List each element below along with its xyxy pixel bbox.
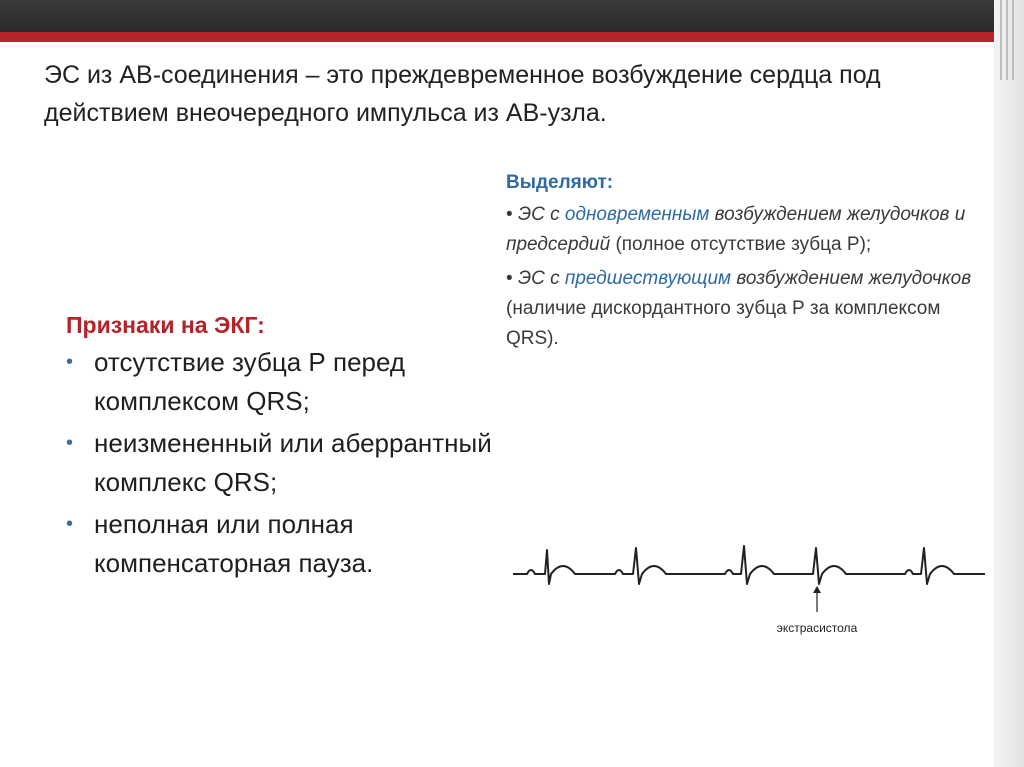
ecg-signs-heading: Признаки на ЭКГ: xyxy=(66,312,265,338)
type-highlight: одновременным xyxy=(564,204,710,225)
type-highlight: предшествующим xyxy=(564,268,732,289)
slide-title: ЭС из АВ-соединения – это преждевременное возбуждение сердца под действием внеочередного импульса из АВ-узла. xyxy=(44,61,881,127)
type-note: (наличие дискордантного зубца Р за комплексом QRS). xyxy=(506,298,941,349)
list-item: • неполная или полная компенсаторная пауза. xyxy=(66,505,496,583)
list-item: • отсутствие зубца Р перед комплексом QRS; xyxy=(66,343,496,421)
type-prefix: ЭС с xyxy=(517,204,565,225)
bullet: • xyxy=(506,268,513,289)
edge-line xyxy=(1012,0,1014,80)
accent-stripe xyxy=(0,32,1024,42)
type-item-simultaneous xyxy=(506,200,996,260)
extrasystole-label: экстрасистола xyxy=(776,621,858,635)
ecg-signs-block xyxy=(66,312,496,586)
types-block xyxy=(506,172,996,358)
top-bar xyxy=(0,0,1024,32)
edge-line xyxy=(1000,0,1002,80)
type-description: возбуждением желудочков и предсердий xyxy=(506,204,966,255)
ecg-signs-list xyxy=(66,343,496,583)
type-note: (полное отсутствие зубца Р); xyxy=(615,234,872,255)
types-heading: Выделяют: xyxy=(506,172,614,193)
type-description: возбуждением желудочков xyxy=(736,268,972,289)
arrow-head xyxy=(813,586,821,593)
ecg-illustration xyxy=(505,520,995,650)
type-prefix: ЭС с xyxy=(517,268,565,289)
type-item-preceding xyxy=(506,264,996,354)
edge-line xyxy=(1006,0,1008,80)
page-edge xyxy=(994,0,1024,767)
ecg-trace xyxy=(513,546,985,584)
list-item: • неизмененный или аберрантный комплекс QRS; xyxy=(66,424,496,502)
bullet: • xyxy=(506,204,513,225)
